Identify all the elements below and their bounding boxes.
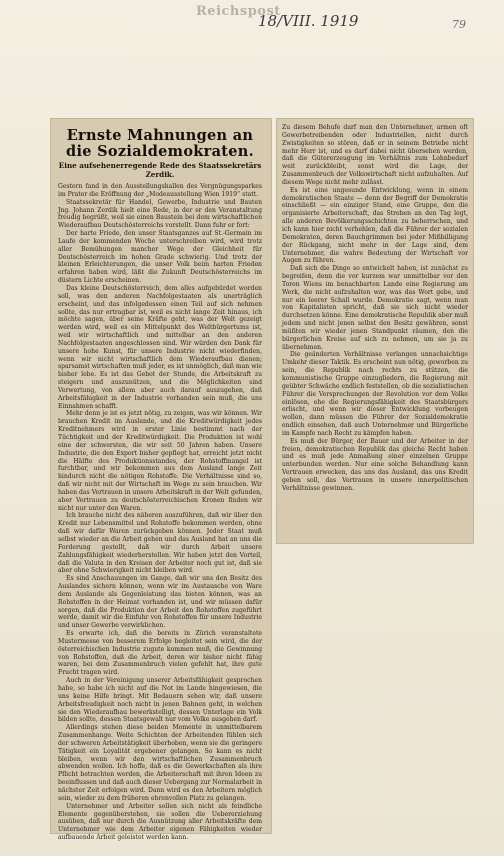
article-headline: Ernste Mahnungen an die Sozialdemokraten.: [66, 127, 254, 160]
paragraph: Es sind Anschauungen im Gange, daß wir uns den Besitz des Auslandes sichern können, wenn wir im Austausche von Ware dem Auslande als Gegenleistung das bieten können, was an Rohstoffen in der Heimat vorhanden ist, und wir müssen dafür sorgen, daß die Produktion der Arbeit den Rohstoffen zugeführt werde, damit wir die Einfuhr von Rohstoffen für unsere Industrie und unser Gewerbe verwirklichen.: [58, 575, 262, 630]
right-column: [282, 124, 468, 493]
paragraph: Zu diesem Behufe darf man den Unternehmer, armen oft Gewerbetreibenden oder Industriellen, nicht durch Zwistigkeiten so stören, daß er in seinem Betriebe nicht mehr Herr ist, und es darf dabei nicht übersehen werden, daß die Gütererzeugung im Verhältnis zum Lohnbedarf weit zurückbleibt, sonst wird die Lage, der Zusammenbruch der Volkswirtschaft nicht aufzuhalten. Auf diesem Wege nicht mehr zulässt.: [282, 124, 468, 186]
paragraph: Das kleine Deutschösterreich, dem alles aufgebürdet worden soll, was den anderen Nachfolgestaaten als unerträglich erscheint, und das infolgedessen einen Teil auf sich nehmen sollte, das nur ertragbar ist, weil es nicht lange Zeit hinaus, ich möchte sagen, über seine Kräfte geht, was der Welt gezeigt werden wird, weil es ein Mittelpunkt des Weltbürgertums ist, weil wir wirtschaftlich und mittelbar an den anderen Nachfolgestaaten angeschlossen sind. Wir würden den Dank für unsere hohe Kunst, für unsere Industrie nicht wiederfinden, wenn wir nicht wirtschaftlich dem Wiederaufbau dienen; sparsamst wirtschaften muß jeder, es ist unmöglich, daß man wie bisher lebe. Es ist das Gebot der Stunde, die Arbeitskraft zu steigern und auszunützen, und die Möglichkeiten sind Verwertung, von allem aber auch darauf auszugehen, daß Arbeitsfähigkeit in der Industrie vorhanden sein muß, die uns Einnahmen schafft.: [58, 284, 262, 410]
page-number: 79: [452, 18, 466, 31]
paragraph: Es erwarte ich, daß die bereits in Zürich veranstaltete Mustermesse von besserem Erfolge begleitet sein wird, die der österreichischen Industrie zugute kommen muß, die Gewinnung von Rohstoffen, daß die Arbeit, deren wir bisher nicht fähig waren, bei dem Zusammenbruch vielen gefehlt hat, ihre gute Frucht tragen wird.: [58, 630, 262, 677]
paragraph: Gestern fand in den Ausstellungshallen des Vergnügungsparkes im Prater die Eröffnung der „Modeausstellung Wien 1919“ statt.: [58, 183, 262, 198]
paragraph: Daß sich die Dinge so entwickelt haben, ist zunächst zu begreifen, denn die vor kurzem war unmittelbar vor den Toren Wiens im benachbarten Lande eine Regierung am Werk, die nicht aufzuhalten war, was das Wort gebe, und nur ein leerer Schall wurde. Demokratie sagt, wenn man von Kapitalisten spricht, daß sie sich nicht wieder durchsetzen könne. Eine demokratische Republik aber muß jedem und nicht jenen selbst den Besitz gewähren, sonst müßten wir wieder jenen Standpunkt räumen, den die bürgerlichen Kreise auf sich zu nehmen, um sie ja zu übernehmen.: [282, 265, 468, 351]
paragraph: Auch in der Vereinigung unserer Arbeitsfähigkeit gesprochen habe, so habe ich nicht auf die Not im Lande hingewiesen, die uns keine Hilfe bringt. Mit Bedauern sehen wir, daß unsere Arbeitsfreudigkeit noch nicht in jenen Bahnen geht, in welchen sie den Wiederaufbau bewerkstelligt, dessen Unterlage ein Volk bilden sollte, dessen Staatsgewalt nur vom Volke ausgehen darf.: [58, 677, 262, 724]
paragraph: Mehr denn je ist es jetzt nötig, zu zeigen, was wir können. Wir brauchen Kredit im Auslande, und die Kreditwürdigkeit jedes Kreditnehmers wird in erster Linie bestimmt nach der Tüchtigkeit und der Kreditwürdigkeit. Die Produktion ist wohl eine der schwersten, die wir seit 50 Jahren haben. Unsere Industrie, die den Export bisher gepflegt hat, erreicht jetzt nicht die Hälfte des Produktionsstandes, der Rohstoffmangel ist furchtbar, und wir bekommen aus dem Ausland lange Zeit hindurch nicht die nötigen Rohstoffe. Die Verhältnisse sind so, daß wir nicht mit der Wirtschaft im Wege zu sein brauchen. Wir haben das Vertrauen in unsere Arbeitskraft in der Welt gefunden, aber Vertrauen zu deutschösterreichischen Kronen finden wir nicht nur unter den Waren.: [58, 410, 262, 512]
newspaper-masthead: Reichspost: [196, 4, 281, 19]
paragraph: Es muß der Bürger, der Bauer und der Arbeiter in der freien, demokratischen Republik das gleiche Recht haben und es muß jede Anmaßung einer einzelnen Gruppe unterbunden werden. Nur eine solche Behandlung kann Vertrauen erwecken, das uns das Ausland, das uns Kredit geben soll, das Vertrauen in unsere innerpolitischen Verhältnisse gewinnen.: [282, 437, 468, 492]
handwritten-date: 18/VIII. 1919: [258, 12, 359, 30]
left-column: [58, 128, 262, 842]
paragraph: Allerdings stehen diese beiden Momente in unmittelbarem Zusammenhange. Weite Schichten der Arbeitenden fühlen sich der schweren Arbeitstätigkeit überhoben, wenn sie die geringere Tätigkeit ein Loyalität ergebener gelangen. So kann es nicht bleiben, wenn wir den wirtschaftlichen Zusammenbruch abwenden wollen. Ich hoffe, daß es die Gewerkschaften als ihre Pflicht betrachten werden, die Arbeiterschaft mit ihren Ideen zu beeinflussen und daß auch dieser Uebergang zur Normalarbeit in nächster Zeit erfolgen wird. Dann wird es den Arbeitern möglich sein, wieder zu dem früheren ehrenvollen Platz zu gelangen.: [58, 724, 262, 802]
paragraph: Staatssekretär für Handel, Gewerbe, Industrie und Bauten Jng. Johann Zerdik hielt eine Rede, in der er den Veranstaltung freudig begrüßt, weil sie einen Baustein bei dem wirtschaftlichen Wiederaufbau Deutschösterreichs vorstellt. Dann fuhr er fort:: [58, 198, 262, 230]
paragraph: Es ist eine ungesunde Entwicklung, wenn in einem demokratischen Staate — denn der Begriff der Demokratie einschließt — ein einziger Stand, eine Gruppe, den die organisierte Arbeiterschaft, das Streben an den Tag legt, alle anderen Bevölkerungsschichten zu beherrschen, und ich kann hier nicht verhehlen, daß die Führer der sozialen Demokraten, deren Bauchgrimmen bei jeder Mißbilligung der Rückgang, nicht mehr in der Lage sind, dem Unternehmer, die wahre Bedeutung der Wirtschaft vor Augen zu führen.: [282, 186, 468, 265]
clipping-left: [50, 118, 272, 842]
paragraph: Ich brauche nicht des näheren auszuführen, daß wir über den Kredit nur Lebensmittel und Rohstoffe bekommen werden, ohne daß wir dafür Waren zurückgeben können. Jeder Staat muß selbst wieder an die Arbeit gehen und das Ausland hat an uns die Forderung gestellt, daß wir durch Arbeit unsere Zahlungsfähigkeit wiederherstellen. Wir haben jetzt den Vorteil, daß die Valuta in den Kreisen der Arbeiter noch gut ist, daß sie aber ohne Schwierigkeit nicht bleiben wird.: [58, 512, 262, 575]
clipping-right: [276, 118, 474, 544]
paragraph: Unternehmer und Arbeiter sollen sich nicht als feindliche Elemente gegenüberstehen, sie sollen die Uebererziehung ausüben, daß nur durch die Ausnützung aller Arbeitskräfte dem Unternehmer wie dem Arbeiter eigenen Fähigkeiten wieder aufbauende Arbeit geleistet werden kann.: [58, 802, 262, 842]
paragraph: Die geänderten Verhältnisse verlangen unnachsichtige Umkehr dieser Taktik. Es erscheint nun nötig, geworben zu sein, die Republik nach rechts zu stützen, die kommunistische Gruppe einzugliedern, die Regierung mit geübter Schwäche endlich feststellen, ob die sozialistischen Führer die Versprechungen der Revolution vor dem Volke einlösen, ehe die Regierungsfähigkeit des Staatsbürgers erlischt, und wenn wir dieser Entwicklung vorbeugen wollen, dann müssen die Führer der Sozialdemokratie endlich einsehen, daß auch Unternehmer und Bürgerliche im Kampfe nach Recht zu kämpfen haben.: [282, 351, 468, 437]
paragraph: Der harte Friede, den unser Staatsganzes auf St.-Germain im Laufe der kommenden Woche unterschreiben wird, wird trotz aller Bemühungen mancher Wege der Gleichheit für Deutschösterreich im hohen Grade schwierig. Und trotz der kleinen Erleichterungen, die unser Volk beim harten Frieden erfahren haben wird, läßt die Zukunft Deutschösterreichs im düstern Lichte erscheinen.: [58, 230, 262, 285]
article-subheadline: Eine aufsehenerregende Rede des Staatssekretärs Zerdik.: [58, 161, 262, 179]
